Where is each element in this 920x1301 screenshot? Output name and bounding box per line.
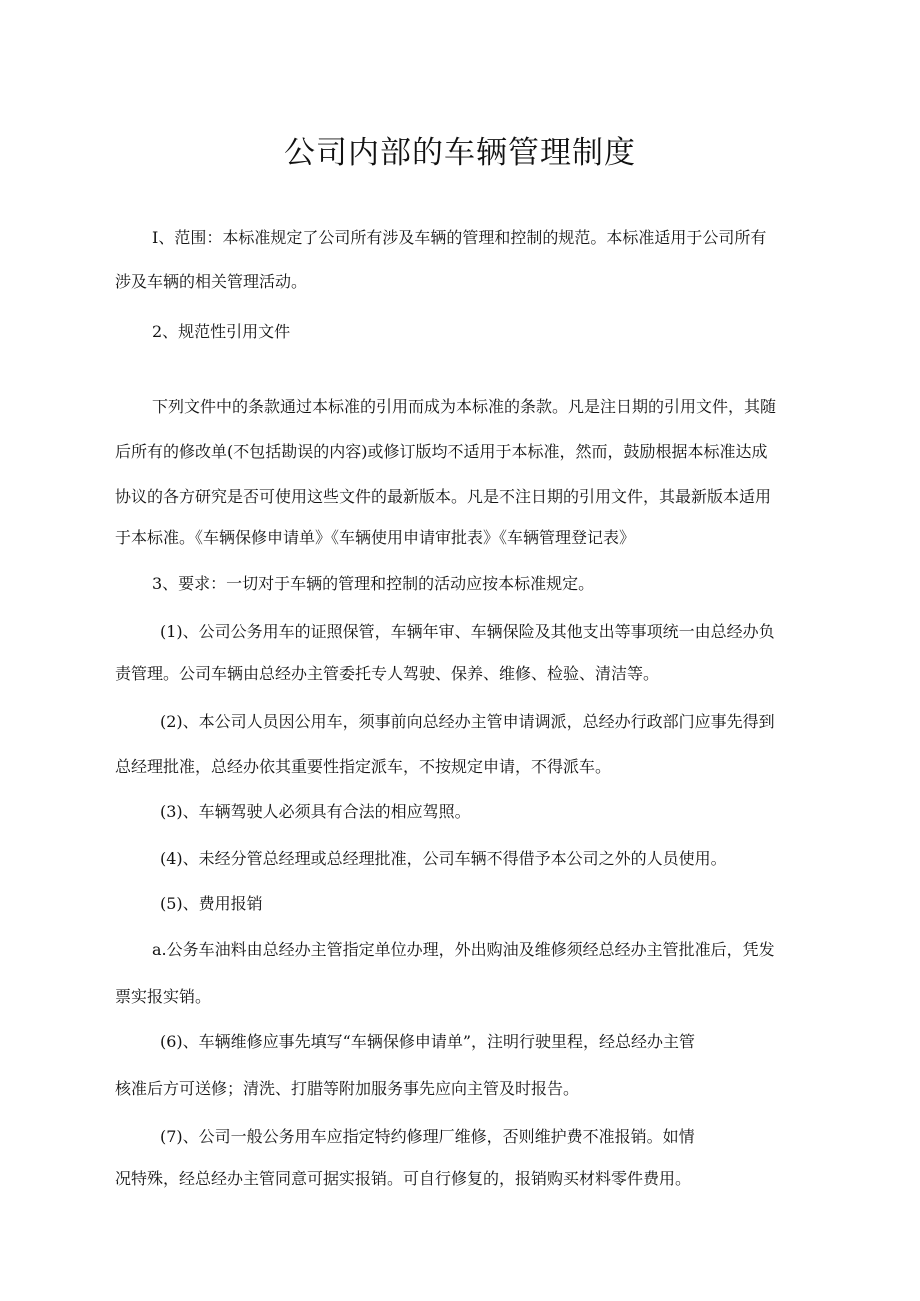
paragraph-line: 下列文件中的条款通过本标准的引用而成为本标准的条款。凡是注日期的引用文件，其随 (152, 397, 777, 416)
section-heading: 3、要求：一切对于车辆的管理和控制的活动应按本标准规定。 (152, 574, 595, 593)
paragraph-line: (7)、公司一般公务用车应指定特约修理厂维修，否则维护费不准报销。如情 (160, 1127, 695, 1146)
paragraph-line: (3)、车辆驾驶人必须具有合法的相应驾照。 (160, 802, 471, 821)
paragraph-line: 协议的各方研究是否可使用这些文件的最新版本。凡是不注日期的引用文件，其最新版本适用 (115, 487, 772, 506)
paragraph-line: 总经理批准，总经办依其重要性指定派车，不按规定申请，不得派车。 (115, 757, 612, 776)
document-title: 公司内部的车辆管理制度 (284, 135, 636, 171)
paragraph-line: a.公务车油料由总经办主管指定单位办理，外出购油及维修须经总经办主管批准后，凭发 (152, 940, 775, 959)
paragraph-line: (5)、费用报销 (160, 894, 263, 913)
paragraph-line: (4)、未经分管总经理或总经理批准，公司车辆不得借予本公司之外的人员使用。 (160, 849, 727, 868)
paragraph-line: 涉及车辆的相关管理活动。 (115, 272, 308, 291)
paragraph-line: 于本标准。《车辆保修申请单》《车辆使用申请审批表》《车辆管理登记表》 (115, 528, 636, 547)
paragraph-line: 况特殊，经总经办主管同意可据实报销。可自行修复的，报销购买材料零件费用。 (115, 1169, 692, 1188)
paragraph-line: (2)、本公司人员因公用车，须事前向总经办主管申请调派，总经办行政部门应事先得到 (160, 712, 775, 731)
paragraph-line: (6)、车辆维修应事先填写“车辆保修申请单”，注明行驶里程，经总经办主管 (160, 1032, 696, 1051)
paragraph-line: 票实报实销。 (115, 987, 212, 1006)
paragraph-line: 核准后方可送修；清洗、打腊等附加服务事先应向主管及时报告。 (115, 1079, 580, 1098)
paragraph-line: (1)、公司公务用车的证照保管，车辆年审、车辆保险及其他支出等事项统一由总经办负 (160, 622, 775, 641)
section-heading: 2、规范性引用文件 (152, 322, 291, 341)
paragraph-line: 后所有的修改单(不包括勘误的内容)或修订版均不适用于本标准，然而，鼓励根据本标准达成 (115, 442, 768, 461)
paragraph-line: I、范围：本标准规定了公司所有涉及车辆的管理和控制的规范。本标准适用于公司所有 (152, 228, 767, 247)
paragraph-line: 责管理。公司车辆由总经办主管委托专人驾驶、保养、维修、检验、清洁等。 (115, 664, 660, 683)
